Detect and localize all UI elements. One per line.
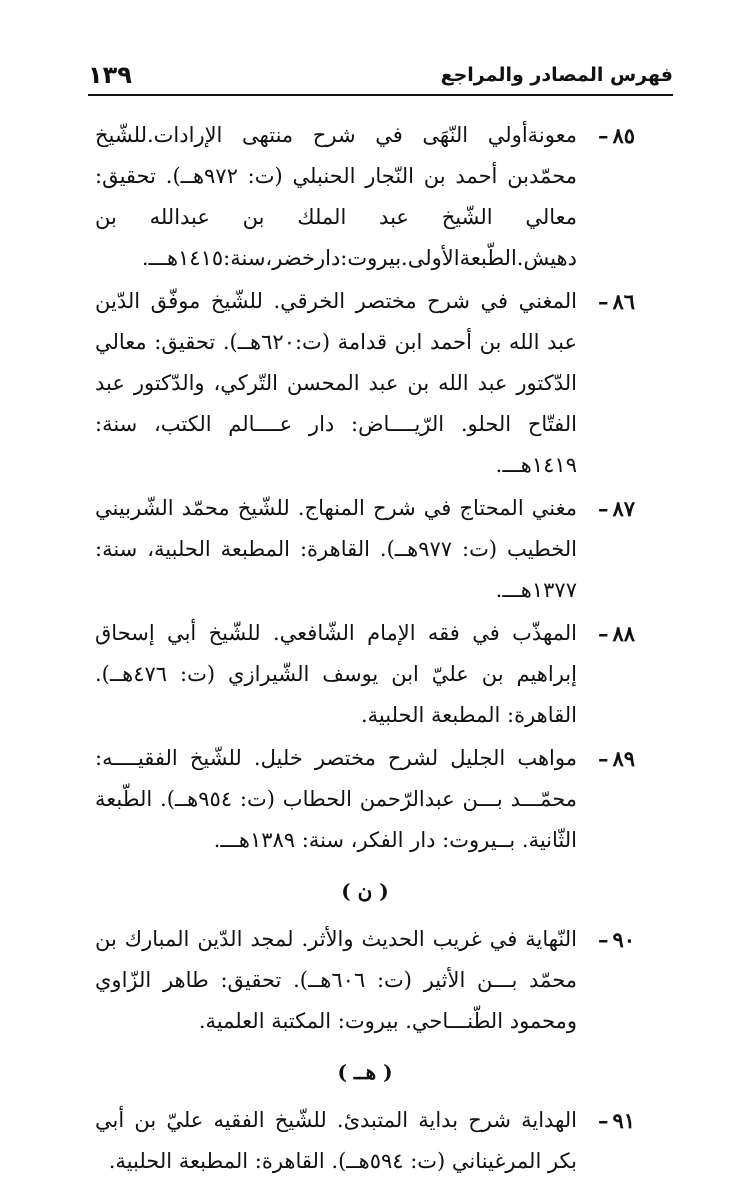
entry-number: ٨٦ – [579,281,635,322]
section-heading-nun: ( ن ) [341,879,389,903]
page-header [88,61,673,89]
bibliography-entry [95,1100,635,1182]
running-title: فهرس المصادر والمراجع [440,64,673,86]
bibliography-entry [95,738,635,861]
entry-number: ٨٥ – [579,115,635,156]
entry-text: مغني المحتاج في شرح المنهاج. للشّيخ محمّد الشّربيني الخطيب (ت: ٩٧٧هــ). القاهرة: المطبعة الحلبية، سنة: ١٣٧٧هـــ. [95,496,577,602]
entry-number: ٨٩ – [579,738,635,779]
bibliography-entry [95,115,635,279]
entry-text: النّهاية في غريب الحديث والأثر. لمجد الدّين المبارك بن محمّد بـــن الأثير (ت: ٦٠٦هــ). تحقيق: طاهر الزّاوي ومحمود الطّنـــاحي. بيروت: المكتبة العلمية. [95,927,578,1033]
header-divider [88,94,673,96]
entry-text: معونةأولي النّهَى في شرح منتهى الإرادات.للشّيخ محمّدبن أحمد بن النّجار الحنبلي (ت: ٩٧٢هــ). تحقيق: معالي الشّيخ عبد الملك بن عبدالله بن دهيش.الطّبعةالأولى.بيروت:دارخضر،سنة:١٤١٥هـــ. [95,123,577,270]
entry-text: المغني في شرح مختصر الخرقي. للشّيخ موفّق الدّين عبد الله بن أحمد ابن قدامة (ت:٦٢٠هــ). تحقيق: معالي الدّكتور عبد الله بن عبد المحسن التّركي، والدّكتور عبد الفتّاح الحلو. الرّيــــاض: دار عــــالم الكتب، سنة: ١٤١٩هـــ. [95,289,577,477]
bibliography-entry [95,613,635,736]
bibliography-content [95,115,635,1184]
entry-text: مواهب الجليل لشرح مختصر خليل. للشّيخ الفقيــــه: محمّـــد بـــن عبدالرّحمن الحطاب (ت: ٩٥٤هــ). الطّبعة الثّانية. بــيروت: دار الفكر، سنة: ١٣٨٩هـــ. [95,746,577,852]
section-heading-ha: ( هــ ) [337,1060,393,1084]
entry-number: ٨٧ – [579,488,635,529]
entry-number: ٩٠ – [579,919,635,960]
entry-number: ٨٨ – [579,613,635,654]
entry-number: ٩١ – [579,1100,635,1141]
page-number: ١٣٩ [88,61,132,89]
bibliography-entry [95,488,635,611]
bibliography-entry [95,919,635,1042]
bibliography-entry [95,281,635,486]
entry-text: الهداية شرح بداية المتبدئ. للشّيخ الفقيه عليّ بن أبي بكر المرغيناني (ت: ٥٩٤هــ). القاهرة: المطبعة الحلبية. [95,1108,577,1173]
entry-text: المهذّب في فقه الإمام الشّافعي. للشّيخ أبي إسحاق إبراهيم بن عليّ ابن يوسف الشّيرازي (ت: ٤٧٦هــ). القاهرة: المطبعة الحلبية. [95,621,577,727]
